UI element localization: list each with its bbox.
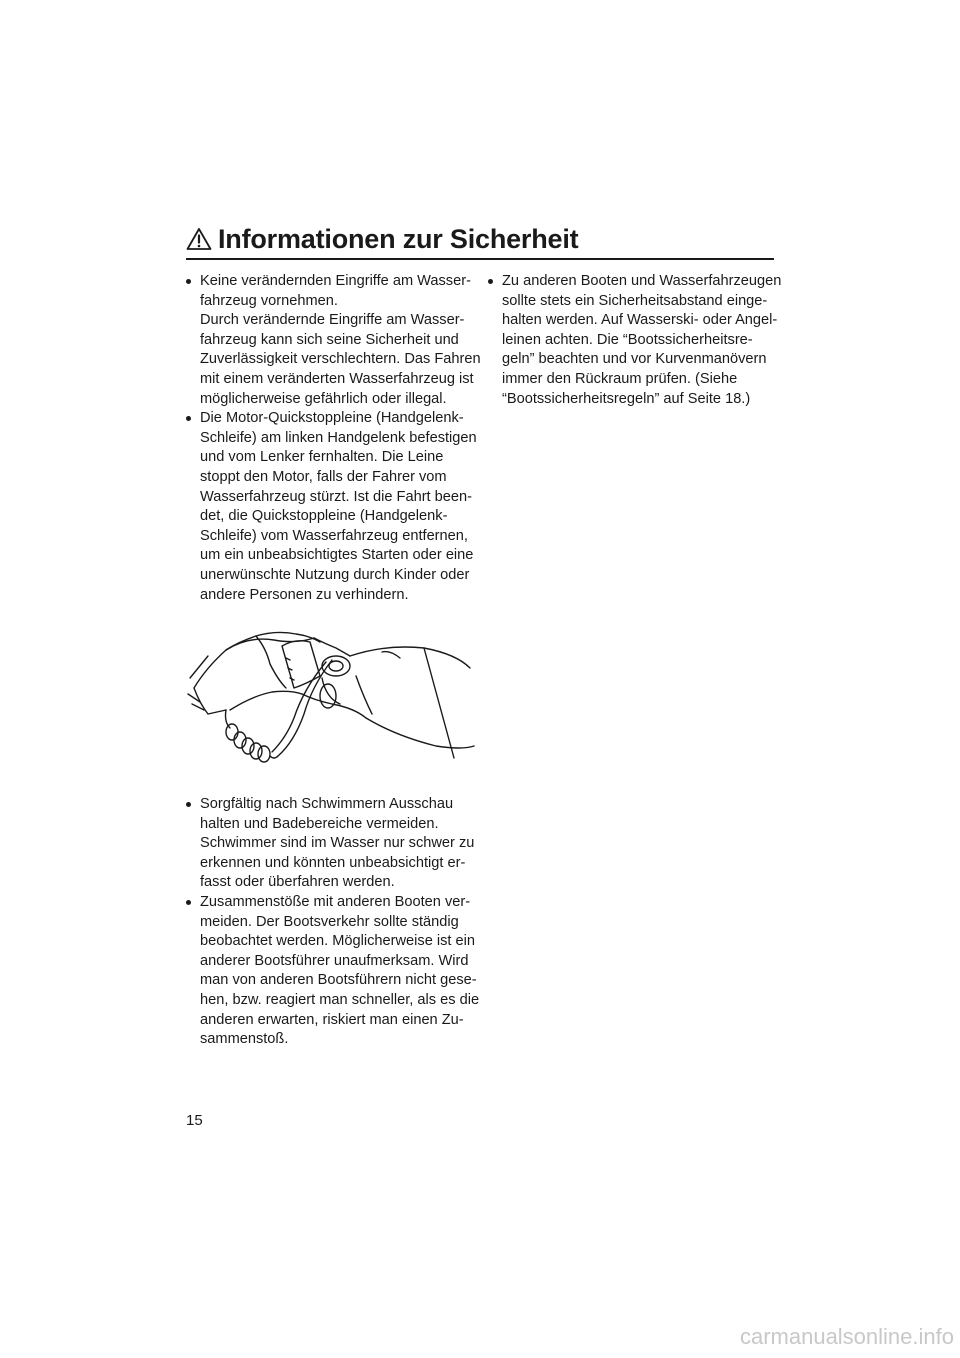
- bullet-text-line: Zusammenstöße mit anderen Booten ver-: [200, 893, 471, 910]
- bullet-text-line: unerwünschte Nutzung durch Kinder oder: [200, 566, 470, 583]
- bullet-list-bottom: [186, 795, 480, 1050]
- bullet-item: [186, 893, 480, 1050]
- bullet-dot-icon: [488, 279, 493, 284]
- bullet-text-line: und vom Lenker fernhalten. Die Leine: [200, 449, 444, 466]
- bullet-text-line: sollte stets ein Sicherheitsabstand einge-: [502, 292, 768, 309]
- bullet-text-line: andere Personen zu verhindern.: [200, 586, 409, 603]
- bullet-dot-icon: [186, 900, 191, 905]
- bullet-text-line: Zu anderen Booten und Wasserfahrzeugen: [502, 273, 782, 289]
- bullet-text-line: fasst oder überfahren werden.: [200, 874, 395, 891]
- bullet-text-line: erkennen und könnten unbeabsichtigt er-: [200, 854, 466, 871]
- bullet-item: [186, 409, 476, 605]
- bullet-text-line: Durch verändernde Eingriffe am Wasser-: [200, 312, 465, 329]
- bullet-text-line: Zuverlässigkeit verschlechtern. Das Fahren: [200, 351, 481, 368]
- bullet-text-line: Schleife) am linken Handgelenk befestigen: [200, 429, 477, 446]
- bullet-text-line: halten und Badebereiche vermeiden.: [200, 815, 439, 832]
- bullet-item: [186, 272, 481, 409]
- bullet-dot-icon: [186, 279, 191, 284]
- page-number: 15: [186, 1112, 203, 1129]
- bullet-text-line: fahrzeug vornehmen.: [200, 292, 338, 309]
- bullet-item: [488, 272, 782, 409]
- warning-triangle-icon: [186, 227, 212, 251]
- bullet-text-line: möglicherweise gefährlich oder illegal.: [200, 390, 447, 407]
- bullet-text-line: anderen erwarten, riskiert man einen Zu-: [200, 1011, 464, 1028]
- watermark: carmanualsonline.info: [739, 1324, 954, 1349]
- bullet-text-line: anderer Bootsführer unaufmerksam. Wird: [200, 952, 469, 969]
- bullet-text-line: fahrzeug kann sich seine Sicherheit und: [200, 331, 459, 348]
- bullet-text-line: halten werden. Auf Wasserski- oder Angel-: [502, 312, 778, 329]
- page-header: [186, 222, 774, 260]
- bullet-text-line: leinen achten. Die “Bootssicherheitsre-: [502, 331, 753, 348]
- bullet-text-line: um ein unbeabsichtigtes Starten oder eine: [200, 547, 474, 564]
- bullet-list-top: [186, 272, 481, 605]
- bullet-text-line: beobachtet werden. Möglicherweise ist ein: [200, 933, 476, 950]
- bullet-text-line: Sorgfältig nach Schwimmern Ausschau: [200, 796, 454, 812]
- bullet-text-line: det, die Quickstoppleine (Handgelenk-: [200, 508, 448, 525]
- bullet-text-line: man von anderen Bootsführern nicht gese-: [200, 972, 477, 989]
- bullet-text-line: Wasserfahrzeug stürzt. Ist die Fahrt been-: [200, 488, 472, 505]
- bullet-text-line: Die Motor-Quickstoppleine (Handgelenk-: [200, 410, 464, 427]
- bullet-dot-icon: [186, 802, 191, 807]
- right-column: [488, 272, 782, 409]
- bullet-text-line: mit einem veränderten Wasserfahrzeug ist: [200, 370, 474, 387]
- bullet-text-line: hen, bzw. reagiert man schneller, als es die: [200, 991, 480, 1008]
- bullet-text-line: geln” beachten und vor Kurvenmanövern: [502, 351, 767, 368]
- left-column: [186, 272, 481, 605]
- bullet-text-line: stoppt den Motor, falls der Fahrer vom: [200, 468, 447, 485]
- bullet-text-line: immer den Rückraum prüfen. (Siehe: [502, 370, 738, 387]
- wrist-lanyard-illustration: [186, 618, 476, 778]
- bullet-text-line: Keine verändernden Eingriffe am Wasser-: [200, 273, 471, 289]
- bullet-text-line: “Bootssicherheitsregeln” auf Seite 18.): [502, 390, 751, 407]
- bullet-dot-icon: [186, 416, 191, 421]
- bullet-text-line: Schleife) vom Wasserfahrzeug entfernen,: [200, 527, 468, 544]
- bullet-text-line: sammenstoß.: [200, 1031, 289, 1048]
- bullet-item: [186, 795, 476, 893]
- left-column-lower: [186, 795, 480, 1050]
- bullet-list-right: [488, 272, 782, 409]
- bullet-text-line: meiden. Der Bootsverkehr sollte ständig: [200, 913, 459, 930]
- page-title: Informationen zur Sicherheit: [218, 224, 579, 254]
- bullet-text-line: Schwimmer sind im Wasser nur schwer zu: [200, 835, 475, 852]
